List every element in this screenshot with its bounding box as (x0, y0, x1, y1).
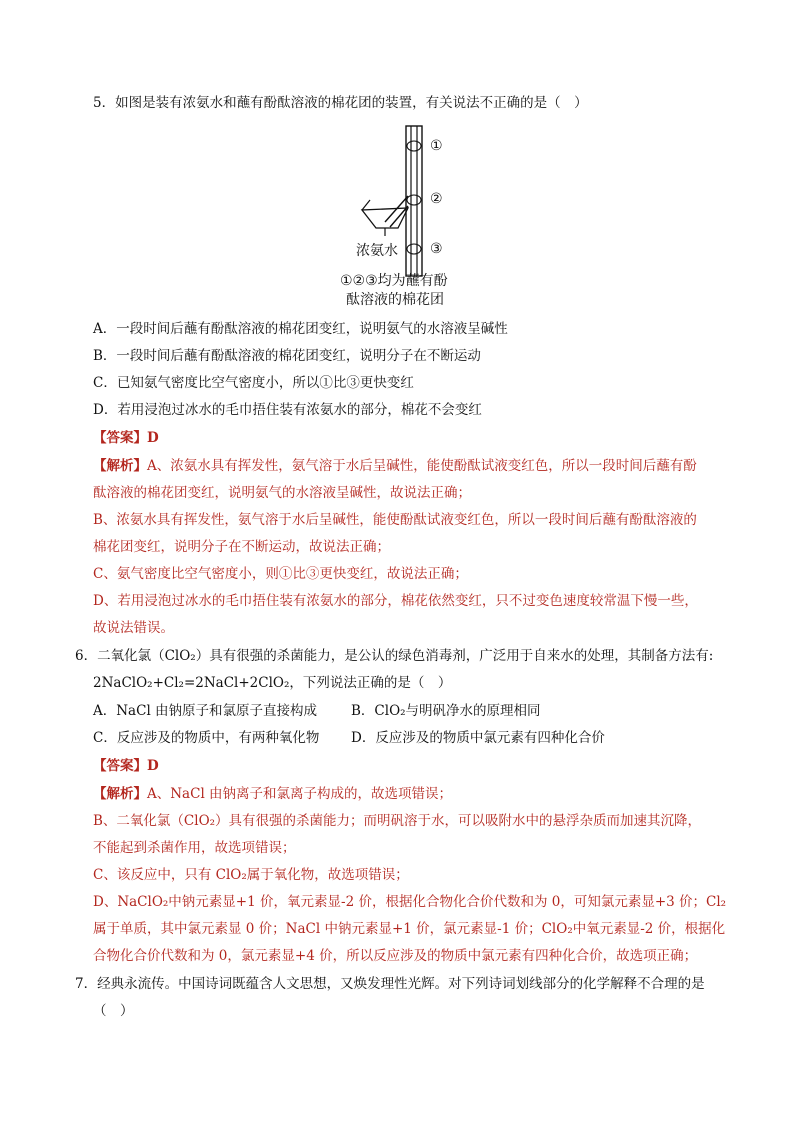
analysis-text: A、NaCl 由钠离子和氯离子构成的，故选项错误； (147, 786, 453, 802)
q6-analysis-line: 合物化合价代数和为 0，氯元素显+4 价，所以反应涉及的物质中氯元素有四种化合价，故选项正确； (93, 948, 698, 964)
q6-analysis-line: 不能起到杀菌作用，故选项错误； (93, 840, 296, 856)
q5-analysis-line: D、若用浸泡过冰水的毛巾捂住装有浓氨水的部分，棉花依然变红，只不过变色速度较常温下慢一些， (93, 593, 698, 609)
analysis-text: A、浓氨水具有挥发性，氨气溶于水后呈碱性，能使酚酞试液变红色，所以一段时间后蘸有酚 (147, 458, 697, 474)
analysis-tag: 【解析】 (93, 786, 147, 802)
q6-option-b: B．ClO₂与明矾净水的原理相同 (351, 703, 541, 719)
q5-analysis-line: C、氨气密度比空气密度小，则①比③更快变红，故说法正确； (93, 566, 468, 582)
q5-analysis-line: B、浓氨水具有挥发性，氨气溶于水后呈碱性，能使酚酞试液变红色，所以一段时间后蘸有酚酞溶液的 (93, 512, 697, 528)
q6-analysis-line (93, 784, 452, 804)
q7-stem-line1: 7．经典永流传。中国诗词既蕴含人文思想，又焕发理性光辉。对下列诗词划线部分的化学解释不合理的是 (75, 976, 705, 992)
q5-option-c: C．已知氨气密度比空气密度小，所以①比③更快变红 (93, 375, 414, 391)
ammonia-bottle-label: 浓氨水 (356, 243, 398, 259)
q6-stem-line1: 6．二氧化氯（ClO₂）具有很强的杀菌能力，是公认的绿色消毒剂，广泛用于自来水的处理，其制备方法有: (75, 648, 714, 664)
q5-option-b: B．一段时间后蘸有酚酞溶液的棉花团变红，说明分子在不断运动 (93, 348, 481, 364)
analysis-tag: 【解析】 (93, 458, 147, 474)
diagram-caption-line1: ①②③均为蘸有酚 (340, 273, 448, 289)
answer-tag: 【答案】 (93, 430, 147, 446)
cotton-label-3: ③ (430, 241, 443, 257)
q6-answer (93, 756, 159, 776)
q5-analysis-line (93, 456, 697, 476)
answer-value: D (147, 758, 159, 774)
answer-tag: 【答案】 (93, 758, 147, 774)
q5-option-a: A．一段时间后蘸有酚酞溶液的棉花团变红，说明氨气的水溶液呈碱性 (93, 321, 508, 337)
answer-value: D (147, 430, 159, 446)
q5-analysis-line: 酞溶液的棉花团变红，说明氨气的水溶液呈碱性，故说法正确； (93, 485, 471, 501)
q6-option-a: A．NaCl 由钠原子和氯原子直接构成 (93, 703, 318, 719)
q5-analysis-line: 故说法错误。 (93, 620, 174, 636)
cotton-label-2: ② (430, 191, 443, 207)
q6-stem-line2: 2NaClO₂+Cl₂=2NaCl+2ClO₂，下列说法正确的是（ ） (93, 675, 452, 691)
q7-stem-line2: （ ） (93, 1003, 134, 1019)
cotton-label-1: ① (430, 138, 443, 154)
q6-option-d: D．反应涉及的物质中氯元素有四种化合价 (351, 730, 605, 746)
ammonia-apparatus-diagram (340, 124, 480, 314)
q6-analysis-line: D、NaClO₂中钠元素显+1 价，氧元素显-2 价，根据化合物化合价代数和为 0，可知氯元素显+3 价；Cl₂ (93, 894, 727, 910)
q5-answer (93, 428, 159, 448)
q6-analysis-line: C、该反应中，只有 ClO₂属于氧化物，故选项错误； (93, 867, 409, 883)
q5-analysis-line: 棉花团变红，说明分子在不断运动，故说法正确； (93, 539, 390, 555)
q5-option-d: D．若用浸泡过冰水的毛巾捂住装有浓氨水的部分，棉花不会变红 (93, 402, 482, 418)
diagram-caption-line2: 酞溶液的棉花团 (346, 292, 444, 308)
q6-analysis-line: 属于单质，其中氯元素显 0 价；NaCl 中钠元素显+1 价，氯元素显-1 价；ClO₂中氧元素显-2 价，根据化 (93, 921, 726, 937)
q6-option-c: C．反应涉及的物质中，有两种氧化物 (93, 730, 320, 746)
q5-stem: 5．如图是装有浓氨水和蘸有酚酞溶液的棉花团的装置，有关说法不正确的是（ ） (93, 95, 588, 111)
q6-analysis-line: B、二氧化氯（ClO₂）具有很强的杀菌能力；而明矾溶于水，可以吸附水中的悬浮杂质而加速其沉降， (93, 813, 702, 829)
